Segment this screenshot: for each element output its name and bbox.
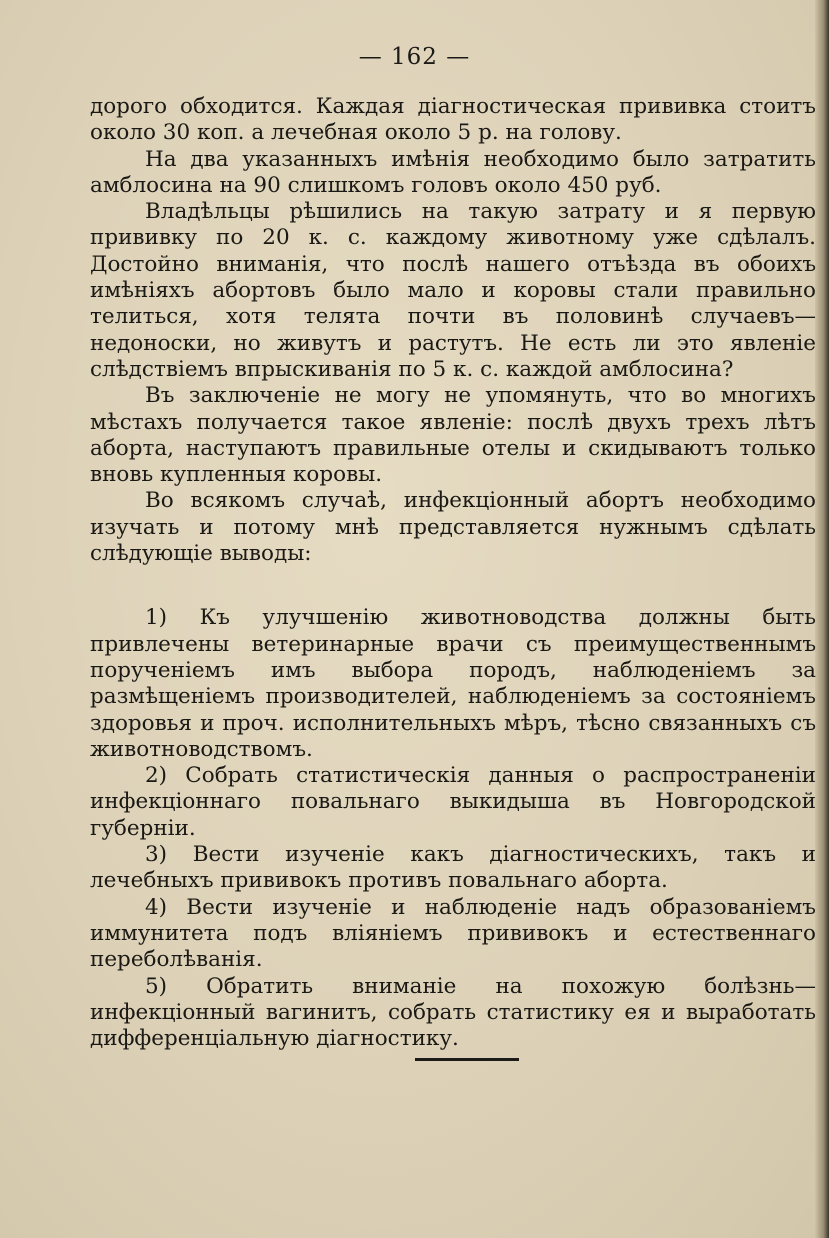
conclusion-item-1: 1) Къ улучшенiю животноводства должны быть привлечены ветеринарные врачи съ преимущественнымъ порученiемъ имъ выбора породъ, наблюденiемъ за размѣщенiемъ производителей, наблюденiемъ за состоянiемъ здоровья и проч. исполнительныхъ мѣръ, тѣсно связанныхъ съ животноводствомъ.	[90, 605, 816, 762]
page-body	[90, 94, 816, 1052]
conclusion-item-5: 5) Обратить вниманiе на похожую болѣзнь—инфекцiонный вагинитъ, собрать статистику ея и выработать дифференцiальную дiагностику.	[90, 973, 816, 1052]
end-rule	[415, 1058, 519, 1061]
page-number: — 162 —	[358, 44, 471, 70]
conclusion-item-4: 4) Вести изученiе и наблюденiе надъ образованiемъ иммунитета подъ влiянiемъ прививокъ и естественнаго переболѣванiя.	[90, 894, 816, 973]
conclusion-item-2: 2) Собрать статистическiя данныя о распространенiи инфекцiоннаго повальнаго выкидыша въ Новгородской губернiи.	[90, 763, 816, 841]
conclusion-item-3: 3) Вести изученiе какъ дiагностическихъ, такъ и лечебныхъ прививокъ противъ повальнаго аборта.	[90, 842, 816, 894]
section-gap	[90, 567, 816, 605]
paragraph-owners: Владѣльцы рѣшились на такую затрату и я первую прививку по 20 к. с. каждому животному уже сдѣлалъ. Достойно вниманiя, что послѣ нашего отъѣзда въ обоихъ имѣнiяхъ абортовъ было мало и коровы стали правильно телиться, хотя телята почти въ половинѣ случаевъ—недоноски, но живутъ и растутъ. Не есть ли это явленiе слѣдствiемъ впрыскиванiя по 5 к. с. каждой амблосина?	[90, 199, 816, 382]
paragraph-findings-intro: Во всякомъ случаѣ, инфекцiонный абортъ необходимо изучать и потому мнѣ представляется нужнымъ сдѣлать слѣдующiе выводы:	[90, 488, 816, 567]
book-spine-shadow	[815, 0, 829, 1238]
paragraph-continuation: дорого обходится. Каждая дiагностическая прививка стоитъ около 30 коп. а лечебная около 5 р. на голову.	[90, 94, 816, 146]
paragraph-conclusion: Въ заключенiе не могу не упомянуть, что во многихъ мѣстахъ получается такое явленiе: послѣ двухъ трехъ лѣтъ аборта, наступаютъ правильные отелы и скидываютъ только вновь купленныя коровы.	[90, 383, 816, 488]
paragraph-cost: На два указанныхъ имѣнiя необходимо было затратить амблосина на 90 слишкомъ головъ около 450 руб.	[90, 146, 816, 198]
